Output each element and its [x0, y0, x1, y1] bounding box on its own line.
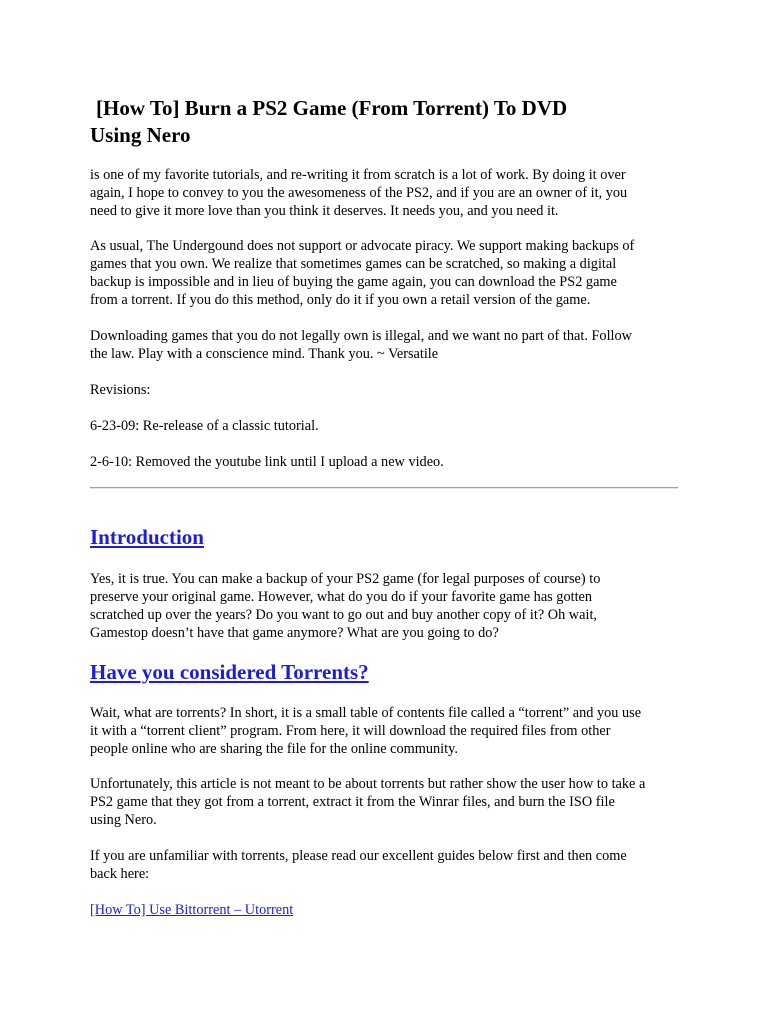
- introduction-line: preserve your original game. However, what do you do if your favorite game has gotten: [90, 589, 593, 605]
- intro-line: need to give it more love than you think it deserves. It needs you, and you need it.: [90, 203, 559, 219]
- guide-link-paragraph: [90, 901, 680, 919]
- torrents-line: back here:: [90, 866, 150, 882]
- page-title: [90, 95, 680, 149]
- torrents-line: Unfortunately, this article is not meant to be about torrents but rather show the user how to take a: [90, 776, 646, 792]
- disclaimer-line: games that you own. We realize that sometimes games can be scratched, so making a digital: [90, 256, 617, 272]
- intro-line: again, I hope to convey to you the awesomeness of the PS2, and if you are an owner of it, you: [90, 185, 628, 201]
- disclaimer-paragraph: [90, 237, 680, 309]
- introduction-paragraph: [90, 570, 680, 642]
- title-line-1: [How To] Burn a PS2 Game (From Torrent) To DVD: [96, 96, 568, 120]
- introduction-line: Gamestop doesn’t have that game anymore? What are you going to do?: [90, 625, 499, 641]
- torrents-paragraph-2: [90, 775, 680, 829]
- legal-line: the law. Play with a conscience mind. Thank you. ~ Versatile: [90, 346, 439, 362]
- torrents-heading: [90, 659, 369, 685]
- revision-entry-1: 6-23-09: Re-release of a classic tutorial.: [90, 418, 319, 434]
- torrents-line: people online who are sharing the file for the online community.: [90, 741, 458, 757]
- torrents-heading-link[interactable]: Have you considered Torrents?: [90, 660, 369, 684]
- disclaimer-line: from a torrent. If you do this method, only do it if you own a retail version of the game.: [90, 292, 591, 308]
- torrents-line: PS2 game that they got from a torrent, extract it from the Winrar files, and burn the ISO file: [90, 794, 615, 810]
- torrents-paragraph-3: [90, 847, 680, 883]
- torrents-line: If you are unfamiliar with torrents, please read our excellent guides below first and then come: [90, 848, 627, 864]
- revision-entry-2: 2-6-10: Removed the youtube link until I upload a new video.: [90, 454, 444, 470]
- intro-line: is one of my favorite tutorials, and re-writing it from scratch is a lot of work. By doing it over: [90, 167, 626, 183]
- horizontal-divider: [90, 487, 678, 489]
- revisions-label: Revisions:: [90, 382, 151, 398]
- torrents-line: using Nero.: [90, 812, 157, 828]
- introduction-line: Yes, it is true. You can make a backup of your PS2 game (for legal purposes of course) to: [90, 571, 601, 587]
- legal-paragraph: [90, 327, 680, 363]
- torrents-paragraph-1: [90, 704, 680, 758]
- torrents-line: it with a “torrent client” program. From here, it will download the required files from other: [90, 723, 611, 739]
- introduction-line: scratched up over the years? Do you want to go out and buy another copy of it? Oh wait,: [90, 607, 597, 623]
- disclaimer-line: As usual, The Undergound does not support or advocate piracy. We support making backups of: [90, 238, 635, 254]
- introduction-heading: [90, 524, 204, 550]
- introduction-heading-link[interactable]: Introduction: [90, 525, 204, 549]
- intro-paragraph: [90, 166, 680, 220]
- title-line-2: Using Nero: [90, 123, 191, 147]
- disclaimer-line: backup is impossible and in lieu of buying the game again, you can download the PS2 game: [90, 274, 617, 290]
- torrents-line: Wait, what are torrents? In short, it is a small table of contents file called a “torrent” and you use: [90, 705, 642, 721]
- legal-line: Downloading games that you do not legally own is illegal, and we want no part of that. Follow: [90, 328, 632, 344]
- utorrent-guide-link[interactable]: [How To] Use Bittorrent – Utorrent: [90, 902, 294, 918]
